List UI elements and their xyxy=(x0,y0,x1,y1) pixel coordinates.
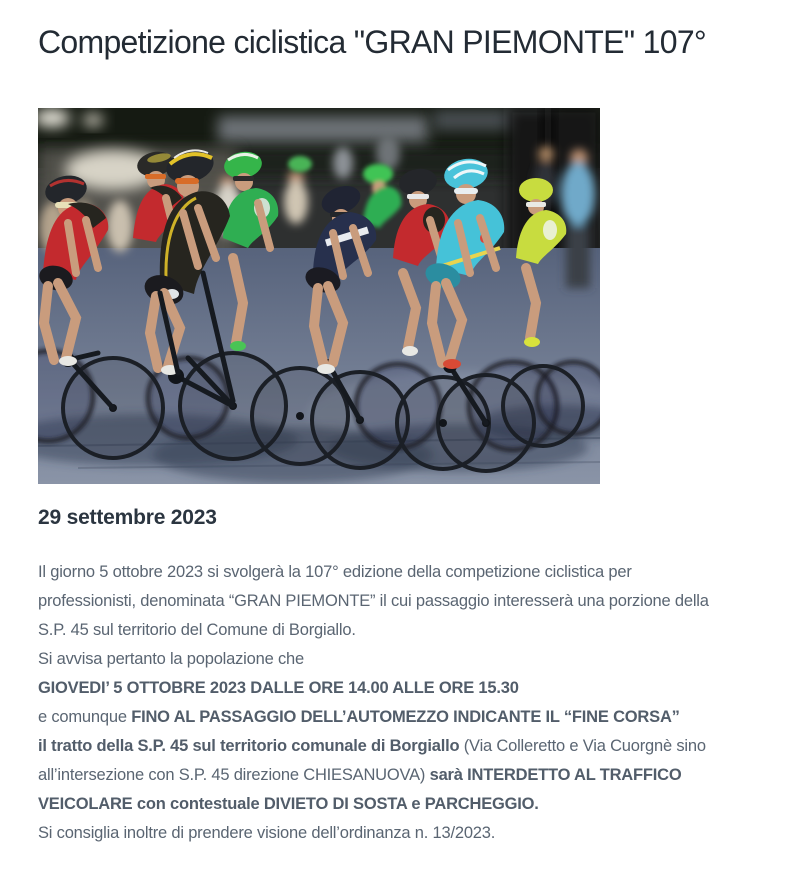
body-line-10 xyxy=(38,824,495,842)
article-image xyxy=(38,108,600,484)
body-text-segment: VEICOLARE con contestuale DIVIETO DI SOSTA e PARCHEGGIO. xyxy=(38,794,539,813)
cyclists-photo xyxy=(38,108,600,484)
body-line-3 xyxy=(38,621,356,639)
body-text-segment: Si consiglia inoltre di prendere visione dell’ordinanza n. 13/2023. xyxy=(38,823,496,842)
body-text-segment: Il giorno 5 ottobre 2023 si svolgerà la 107° edizione della competizione ciclistica per xyxy=(38,562,632,581)
body-line-8 xyxy=(38,766,682,784)
body-text-segment: all’intersezione con S.P. 45 direzione CHIESANUOVA) xyxy=(38,765,430,784)
page-title: Competizione ciclistica "GRAN PIEMONTE" 107° xyxy=(38,24,707,60)
body-text-segment: sarà INTERDETTO AL TRAFFICO xyxy=(429,765,682,784)
body-line-5 xyxy=(38,679,519,697)
body-line-4 xyxy=(38,650,304,668)
body-text-segment: il tratto della S.P. 45 sul territorio comunale di Borgiallo xyxy=(38,736,464,755)
body-text-segment: professionisti, denominata “GRAN PIEMONTE” il cui passaggio interesserà una porzione della xyxy=(38,591,709,610)
body-line-9 xyxy=(38,795,539,813)
article-body xyxy=(38,558,800,848)
article-date-heading: 29 settembre 2023 xyxy=(38,505,217,529)
body-line-2 xyxy=(38,592,709,610)
body-text-segment: GIOVEDI’ 5 OTTOBRE 2023 DALLE ORE 14.00 ALLE ORE 15.30 xyxy=(38,678,519,697)
body-line-7 xyxy=(38,737,706,755)
body-text-segment: Si avvisa pertanto la popolazione che xyxy=(38,649,304,668)
body-line-6 xyxy=(38,708,680,726)
body-text-segment: (Via Colleretto e Via Cuorgnè sino xyxy=(463,736,706,755)
body-text-segment: S.P. 45 sul territorio del Comune di Borgiallo. xyxy=(38,620,356,639)
body-line-1 xyxy=(38,563,632,581)
body-text-segment: FINO AL PASSAGGIO DELL’AUTOMEZZO INDICANTE IL “FINE CORSA” xyxy=(131,707,680,726)
body-text-segment: e comunque xyxy=(38,707,132,726)
